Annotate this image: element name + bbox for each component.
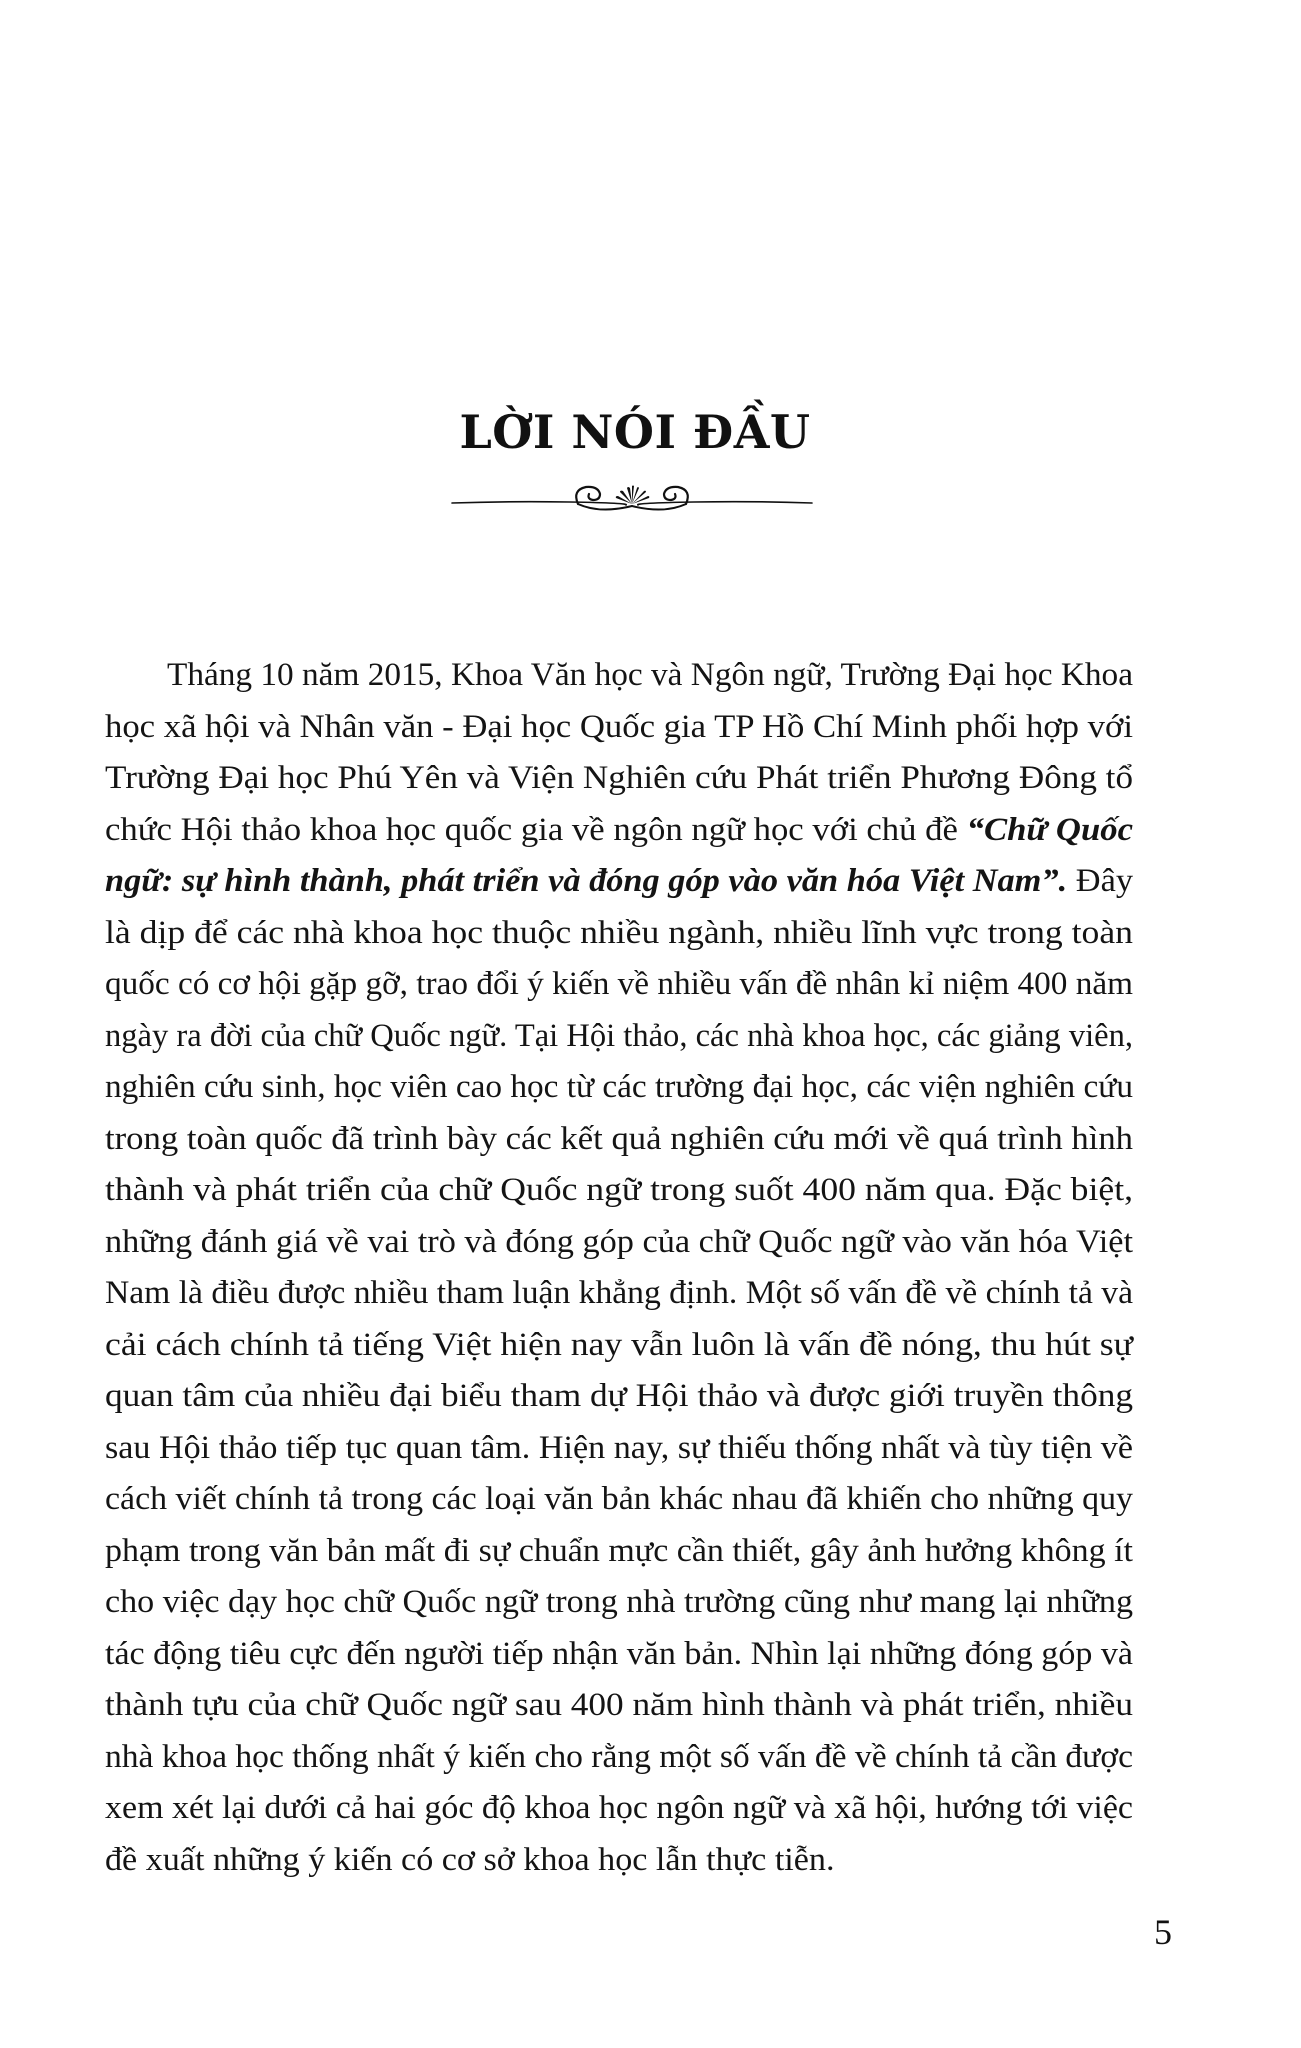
text-line (105, 1371, 1133, 1423)
text-line (105, 908, 1133, 960)
text-segment: quốc có cơ hội gặp gỡ, trao đổi ý kiến về nhiều vấn đề nhân kỉ niệm 400 năm (105, 966, 1133, 1002)
text-segment: những đánh giá về vai trò và đóng góp của chữ Quốc ngữ vào văn hóa Việt (105, 1223, 1133, 1260)
text-line (105, 959, 1133, 1011)
text-segment: cách viết chính tả trong các loại văn bản khác nhau đã khiến cho những quy (105, 1481, 1133, 1517)
text-line-content (105, 1320, 1133, 1372)
text-line (105, 1165, 1133, 1217)
text-line-content (105, 959, 1133, 1011)
text-line (105, 1732, 1133, 1784)
text-line (105, 1320, 1133, 1372)
text-segment: phạm trong văn bản mất đi sự chuẩn mực cần thiết, gây ảnh hưởng không ít (105, 1532, 1133, 1569)
page-title: LỜI NÓI ĐẦU (459, 405, 811, 459)
text-line-content (105, 805, 1133, 857)
text-line-content (105, 1680, 1133, 1732)
text-segment: chức Hội thảo khoa học quốc gia về ngôn ngữ học với chủ đề (105, 811, 967, 848)
text-line (105, 1114, 1133, 1166)
text-line (105, 1268, 1133, 1320)
text-line (105, 1835, 1133, 1887)
text-line-content (105, 908, 1133, 960)
text-segment: xem xét lại dưới cả hai góc độ khoa học ngôn ngữ và xã hội, hướng tới việc (105, 1790, 1133, 1826)
text-segment: Trường Đại học Phú Yên và Viện Nghiên cứu Phát triển Phương Đông tổ (105, 760, 1133, 796)
text-line (105, 1217, 1133, 1269)
text-line (105, 650, 1133, 702)
text-segment: học xã hội và Nhân văn - Đại học Quốc gia TP Hồ Chí Minh phối hợp với (105, 708, 1133, 745)
text-line-content (105, 702, 1133, 754)
text-line-content (105, 1217, 1133, 1269)
text-line-content (105, 753, 1133, 805)
text-line-content (105, 1165, 1133, 1217)
text-segment: đề xuất những ý kiến có cơ sở khoa học lẫn thực tiễn. (105, 1841, 835, 1878)
text-line-content (105, 1011, 1133, 1063)
flourish-divider-icon (450, 478, 814, 518)
text-segment: nhà khoa học thống nhất ý kiến cho rằng một số vấn đề về chính tả cần được (105, 1738, 1133, 1775)
text-segment: trong toàn quốc đã trình bày các kết quả nghiên cứu mới về quá trình hình (105, 1120, 1133, 1157)
text-line (105, 1629, 1133, 1681)
text-line-content (105, 1577, 1133, 1629)
text-line (105, 753, 1133, 805)
text-segment: thành tựu của chữ Quốc ngữ sau 400 năm hình thành và phát triển, nhiều (105, 1687, 1133, 1723)
text-line (105, 1423, 1133, 1475)
text-line (105, 702, 1133, 754)
text-line-content (105, 1062, 1133, 1114)
text-line-content (105, 1423, 1133, 1475)
text-line-content (105, 1474, 1133, 1526)
text-segment: Nam là điều được nhiều tham luận khẳng định. Một số vấn đề về chính tả và (105, 1275, 1133, 1311)
text-line (105, 856, 1133, 908)
text-line-content (105, 1371, 1133, 1423)
text-line-content (105, 1783, 1133, 1835)
text-line-content (105, 1835, 835, 1887)
text-segment: Tháng 10 năm 2015, Khoa Văn học và Ngôn ngữ, Trường Đại học Khoa (167, 657, 1133, 693)
text-segment: nghiên cứu sinh, học viên cao học từ các trường đại học, các viện nghiên cứu (105, 1069, 1133, 1105)
text-segment: quan tâm của nhiều đại biểu tham dự Hội thảo và được giới truyền thông (105, 1378, 1133, 1414)
text-line (105, 1680, 1133, 1732)
text-line-content (105, 1732, 1133, 1784)
text-segment: Đây (1067, 863, 1133, 899)
text-segment: là dịp để các nhà khoa học thuộc nhiều ngành, nhiều lĩnh vực trong toàn (105, 914, 1133, 951)
text-line-content (105, 1268, 1133, 1320)
text-line (105, 1783, 1133, 1835)
emphasized-title-text: “Chữ Quốc (966, 811, 1133, 848)
text-segment: thành và phát triển của chữ Quốc ngữ trong suốt 400 năm qua. Đặc biệt, (105, 1172, 1133, 1208)
text-line (105, 1526, 1133, 1578)
text-line (105, 1062, 1133, 1114)
text-line-content (105, 1526, 1133, 1578)
preface-paragraph (105, 650, 1133, 1886)
text-line-content (105, 856, 1133, 908)
page-number: 5 (1154, 1912, 1172, 1952)
text-segment: cải cách chính tả tiếng Việt hiện nay vẫn luôn là vấn đề nóng, thu hút sự (105, 1326, 1133, 1363)
text-segment: tác động tiêu cực đến người tiếp nhận văn bản. Nhìn lại những đóng góp và (105, 1635, 1133, 1672)
text-line (105, 805, 1133, 857)
text-line-content (105, 1629, 1133, 1681)
text-line-content (167, 650, 1133, 702)
emphasized-title-text: ngữ: sự hình thành, phát triển và đóng góp vào văn hóa Việt Nam”. (105, 863, 1068, 899)
text-segment: sau Hội thảo tiếp tục quan tâm. Hiện nay, sự thiếu thống nhất và tùy tiện về (105, 1429, 1133, 1466)
text-line-content (105, 1114, 1133, 1166)
text-segment: ngày ra đời của chữ Quốc ngữ. Tại Hội thảo, các nhà khoa học, các giảng viên, (105, 1017, 1133, 1054)
text-line (105, 1577, 1133, 1629)
text-line (105, 1474, 1133, 1526)
text-segment: cho việc dạy học chữ Quốc ngữ trong nhà trường cũng như mang lại những (105, 1584, 1133, 1620)
text-line (105, 1011, 1133, 1063)
